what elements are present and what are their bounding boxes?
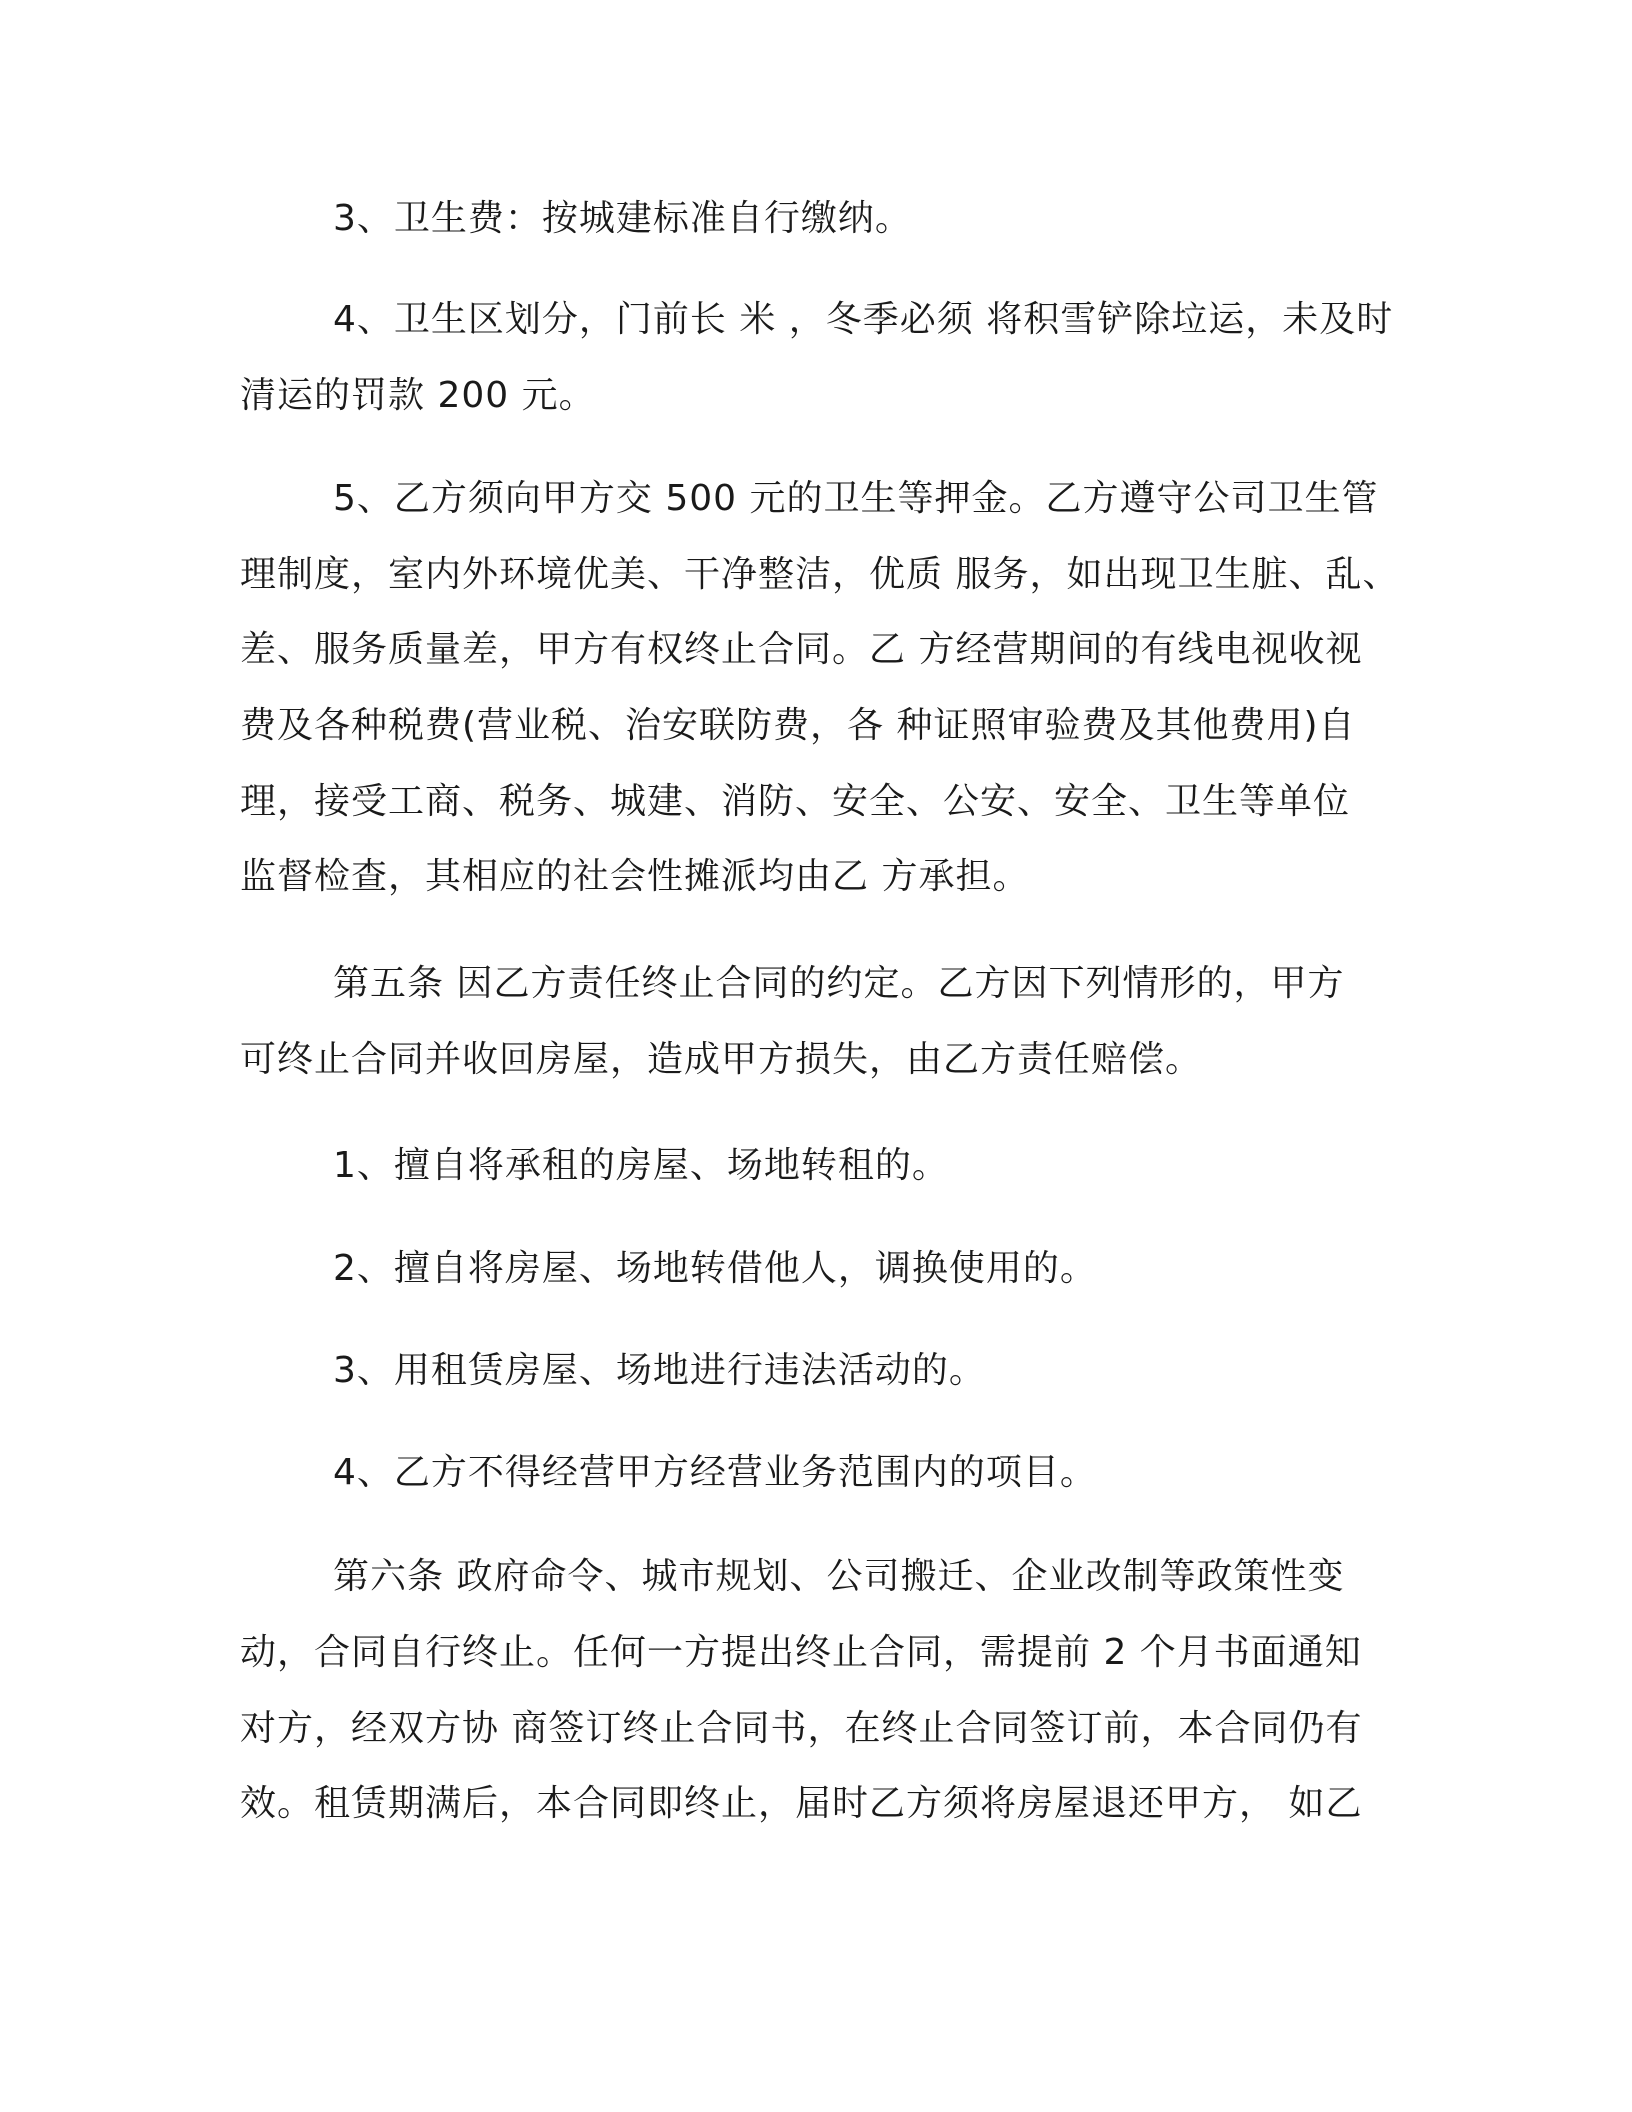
paragraph-line: 监督检查，其相应的社会性摊派均由乙 方承担。 [240, 856, 1030, 897]
paragraph-line: 清运的罚款 200 元。 [240, 375, 596, 416]
paragraph-line: 费及各种税费(营业税、治安联防费，各 种证照审验费及其他费用)自 [240, 705, 1356, 746]
paragraph-line: 理制度，室内外环境优美、干净整洁，优质 服务，如出现卫生脏、乱、 [240, 554, 1400, 595]
paragraph-line: 1、擅自将承租的房屋、场地转租的。 [333, 1145, 949, 1186]
paragraph-line: 效。租赁期满后，本合同即终止，届时乙方须将房屋退还甲方， 如乙 [240, 1783, 1363, 1824]
paragraph-line: 4、卫生区划分，门前长 米 ，冬季必须 将积雪铲除垃运，未及时 [333, 299, 1394, 340]
paragraph-line: 3、卫生费：按城建标准自行缴纳。 [333, 198, 912, 239]
paragraph-line: 理，接受工商、税务、城建、消防、安全、公安、安全、卫生等单位 [240, 781, 1351, 822]
paragraph-line: 2、擅自将房屋、场地转借他人，调换使用的。 [333, 1248, 1097, 1289]
paragraph-line: 动，合同自行终止。任何一方提出终止合同，需提前 2 个月书面通知 [240, 1632, 1362, 1673]
paragraph-line: 第六条 政府命令、城市规划、公司搬迁、企业改制等政策性变 [333, 1556, 1345, 1597]
paragraph-line: 4、乙方不得经营甲方经营业务范围内的项目。 [333, 1452, 1097, 1493]
paragraph-line: 可终止合同并收回房屋，造成甲方损失，由乙方责任赔偿。 [240, 1039, 1203, 1080]
paragraph-line: 5、乙方须向甲方交 500 元的卫生等押金。乙方遵守公司卫生管 [333, 478, 1379, 519]
paragraph-line: 差、服务质量差，甲方有权终止合同。乙 方经营期间的有线电视收视 [240, 629, 1363, 670]
paragraph-line: 对方，经双方协 商签订终止合同书，在终止合同签订前，本合同仍有 [240, 1708, 1363, 1749]
paragraph-line: 第五条 因乙方责任终止合同的约定。乙方因下列情形的，甲方 [333, 963, 1345, 1004]
paragraph-line: 3、用租赁房屋、场地进行违法活动的。 [333, 1350, 986, 1391]
